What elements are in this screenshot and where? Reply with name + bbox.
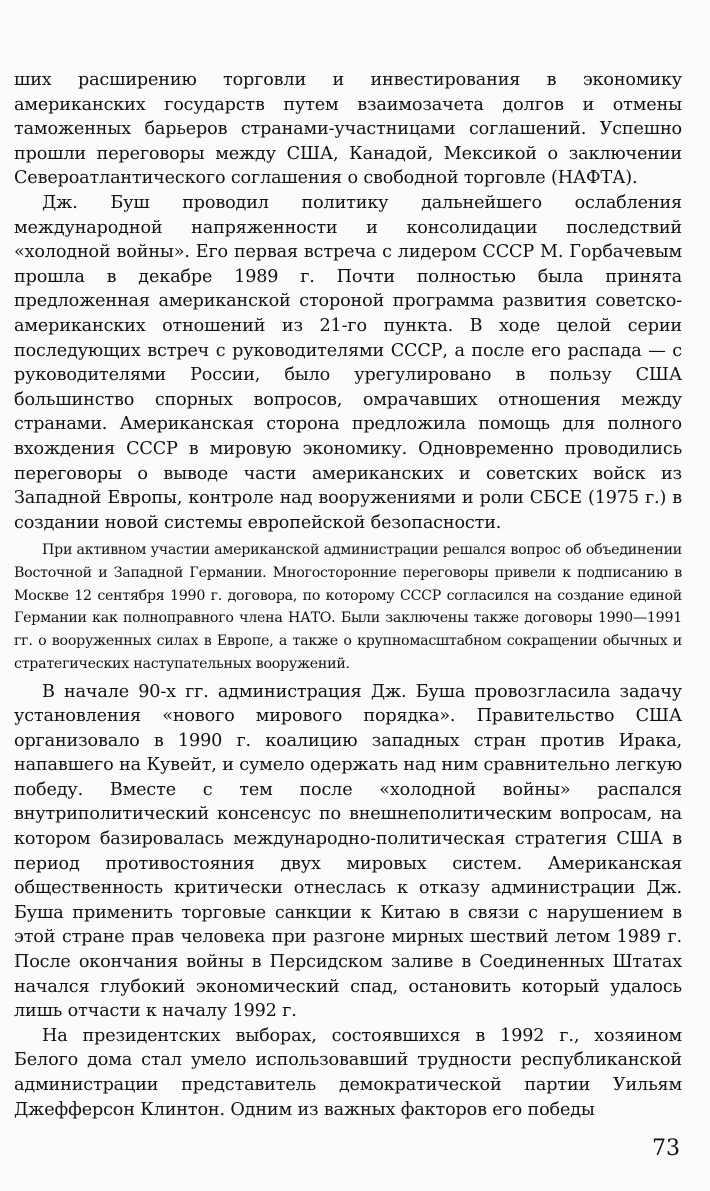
paragraph-1: ших расширению торговли и инвестирования в экономику американских государств путем взаимозачета долгов и отмены таможенных барьеров странами-участницами соглашений. Успешно прошли переговоры между США, Канадой, Мексикой о заключении Североатлантического соглашения о свободной торговле (НАФТА).	[14, 70, 682, 189]
page-text-block	[14, 68, 682, 1122]
paragraph-5: На президентских выборах, состоявшихся в 1992 г., хозяином Белого дома стал умело использовавший трудности республиканской администрации представитель демократической партии Уильям Джефферсон Клинтон. Одним из важных факторов его победы	[14, 1025, 682, 1120]
paragraph-3-small-print: При активном участии американской администрации решался вопрос об объединении Восточной и Западной Германии. Многосторонние переговоры привели к подписанию в Москве 12 сентября 1990 г. договора, по которому СССР согласился на создание единой Германии как полноправного члена НАТО. Были заключены также договоры 1990—1991 гг. о вооруженных силах в Европе, а также о крупномасштабном сокращении обычных и стратегических наступательных вооружений.	[14, 542, 682, 672]
paragraph-2: Дж. Буш проводил политику дальнейшего ослабления международной напряженности и консолидации последствий «холодной войны». Его первая встреча с лидером СССР М. Горбачевым прошла в декабре 1989 г. Почти полностью была принята предложенная американской стороной программа развития советско-американских отношений из 21-го пункта. В ходе целой серии последующих встреч с руководителями СССР, а после его распада — с руководителями России, было урегулировано в пользу США большинство спорных вопросов, омрачавших отношения между странами. Американская сторона предложила помощь для полного вхождения СССР в мировую экономику. Одновременно проводились переговоры о выводе части американских и советских войск из Западной Европы, контроле над вооружениями и роли СБСЕ (1975 г.) в создании новой системы европейской безопасности.	[14, 192, 682, 533]
page-number: 73	[652, 1136, 680, 1161]
paragraph-4: В начале 90-х гг. администрация Дж. Буша провозгласила задачу установления «нового мирового порядка». Правительство США организовало в 1990 г. коалицию западных стран против Ирака, напавшего на Кувейт, и сумело одержать над ним сравнительно легкую победу. Вместе с тем после «холодной войны» распался внутриполитический консенсус по внешнеполитическим вопросам, на котором базировалась международно-политическая стратегия США в период противостояния двух мировых систем. Американская общественность критически отнеслась к отказу администрации Дж. Буша применить торговые санкции к Китаю в связи с нарушением в этой стране прав человека при разгоне мирных шествий летом 1989 г. После окончания войны в Персидском заливе в Соединенных Штатах начался глубокий экономический спад, остановить который удалось лишь отчасти к началу 1992 г.	[14, 681, 682, 1022]
